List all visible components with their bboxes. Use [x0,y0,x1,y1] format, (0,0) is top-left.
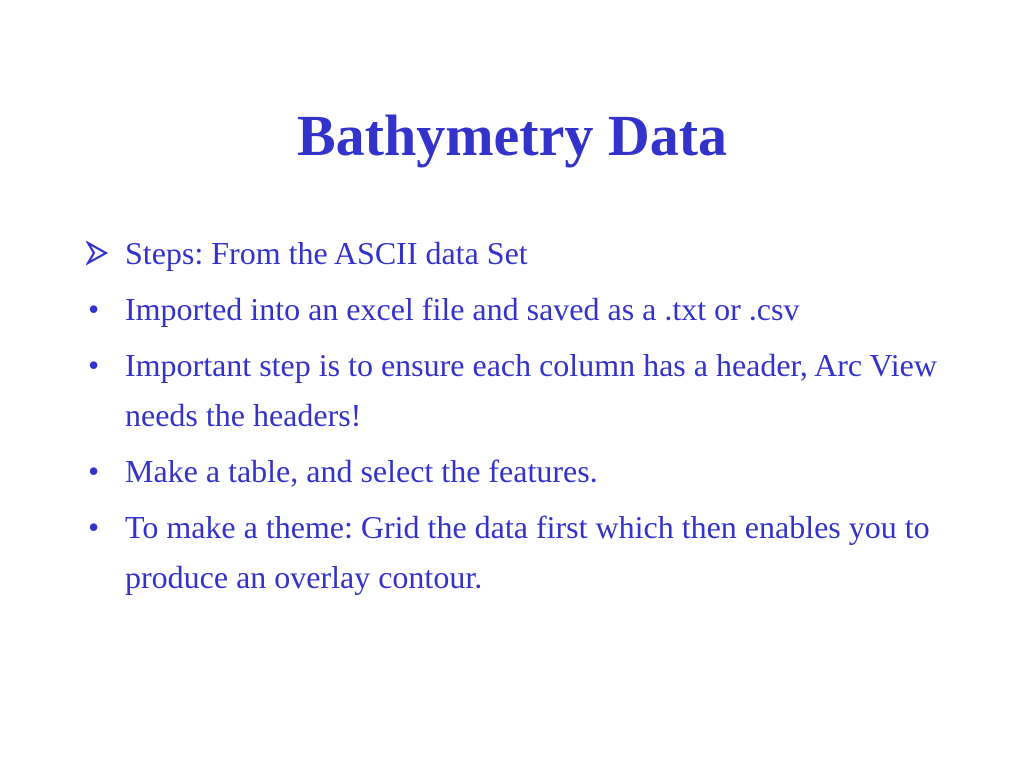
list-item [80,502,940,602]
bullet-marker: • [88,347,100,383]
bullet-marker: • [88,291,100,327]
bullet-text: Important step is to ensure each column has a header, Arc View needs the headers! [125,347,937,433]
list-item [80,284,940,334]
bullet-marker: • [88,453,100,489]
list-item [80,228,940,278]
arrowhead-bullet-icon [86,241,108,265]
slide-title: Bathymetry Data [296,103,728,168]
bullet-text: Steps: From the ASCII data Set [125,235,528,271]
bullet-text: To make a theme: Grid the data first which then enables you to produce an overlay contour. [125,509,930,595]
bullet-text: Imported into an excel file and saved as a .txt or .csv [125,291,800,327]
list-item [80,340,940,440]
bullet-text: Make a table, and select the features. [125,453,598,489]
bullet-list [80,228,940,608]
bullet-marker: • [88,509,100,545]
list-item [80,446,940,496]
